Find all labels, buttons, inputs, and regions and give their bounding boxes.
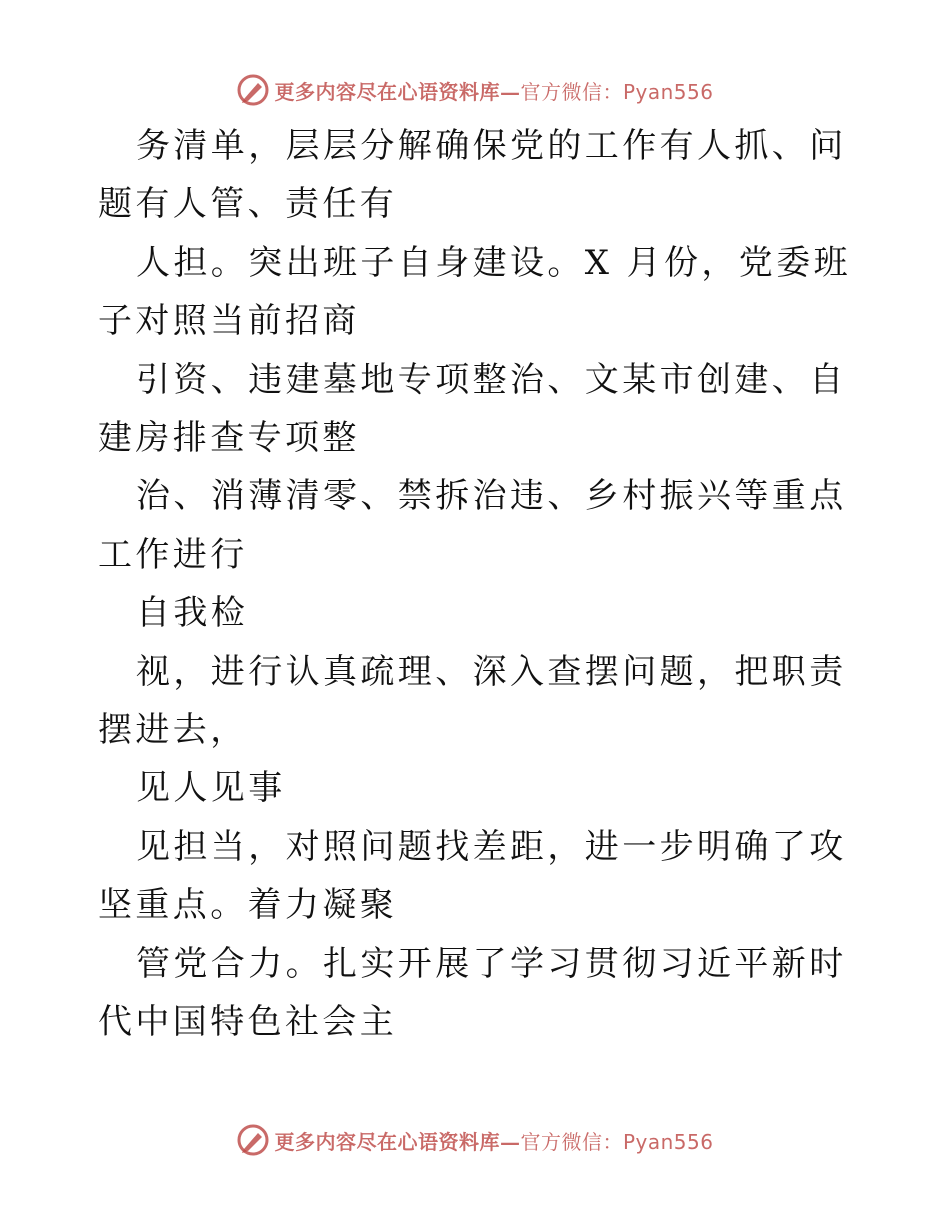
paragraph-line-4: 治、消薄清零、禁拆治违、乡村振兴等重点工作进行 xyxy=(98,476,847,575)
banner-wechat: 官方微信：Pyan556 xyxy=(520,79,714,104)
document-body xyxy=(98,117,858,1052)
paragraph-line-5: 自我检 xyxy=(136,593,249,634)
banner-wechat: 官方微信：Pyan556 xyxy=(520,1129,714,1154)
paragraph-line-9: 管党合力。扎实开展了学习贯彻习近平新时代中国特色社会主 xyxy=(98,943,847,1043)
paragraph-line-1: 务清单，层层分解确保党的工作有人抓、问题有人管、责任有 xyxy=(98,126,847,225)
paragraph-line-6: 视，进行认真疏理、深入查摆问题，把职责摆进去， xyxy=(98,651,847,751)
paragraph-line-8: 见担当，对照问题找差距，进一步明确了攻坚重点。着力凝聚 xyxy=(98,826,847,926)
banner-title: 更多内容尽在心语资料库— xyxy=(274,1129,521,1154)
pen-logo-icon xyxy=(236,1123,270,1157)
paragraph-line-3: 引资、违建墓地专项整治、文某市创建、自建房排查专项整 xyxy=(98,359,847,459)
paragraph-line-2: 人担。突出班子自身建设。X 月份，党委班子对照当前招商 xyxy=(98,242,852,342)
pen-logo-icon xyxy=(236,73,270,107)
paragraph-line-7: 见人见事 xyxy=(136,768,286,809)
banner-title: 更多内容尽在心语资料库— xyxy=(274,79,521,104)
footer-banner xyxy=(0,1120,950,1160)
header-banner xyxy=(0,70,950,110)
